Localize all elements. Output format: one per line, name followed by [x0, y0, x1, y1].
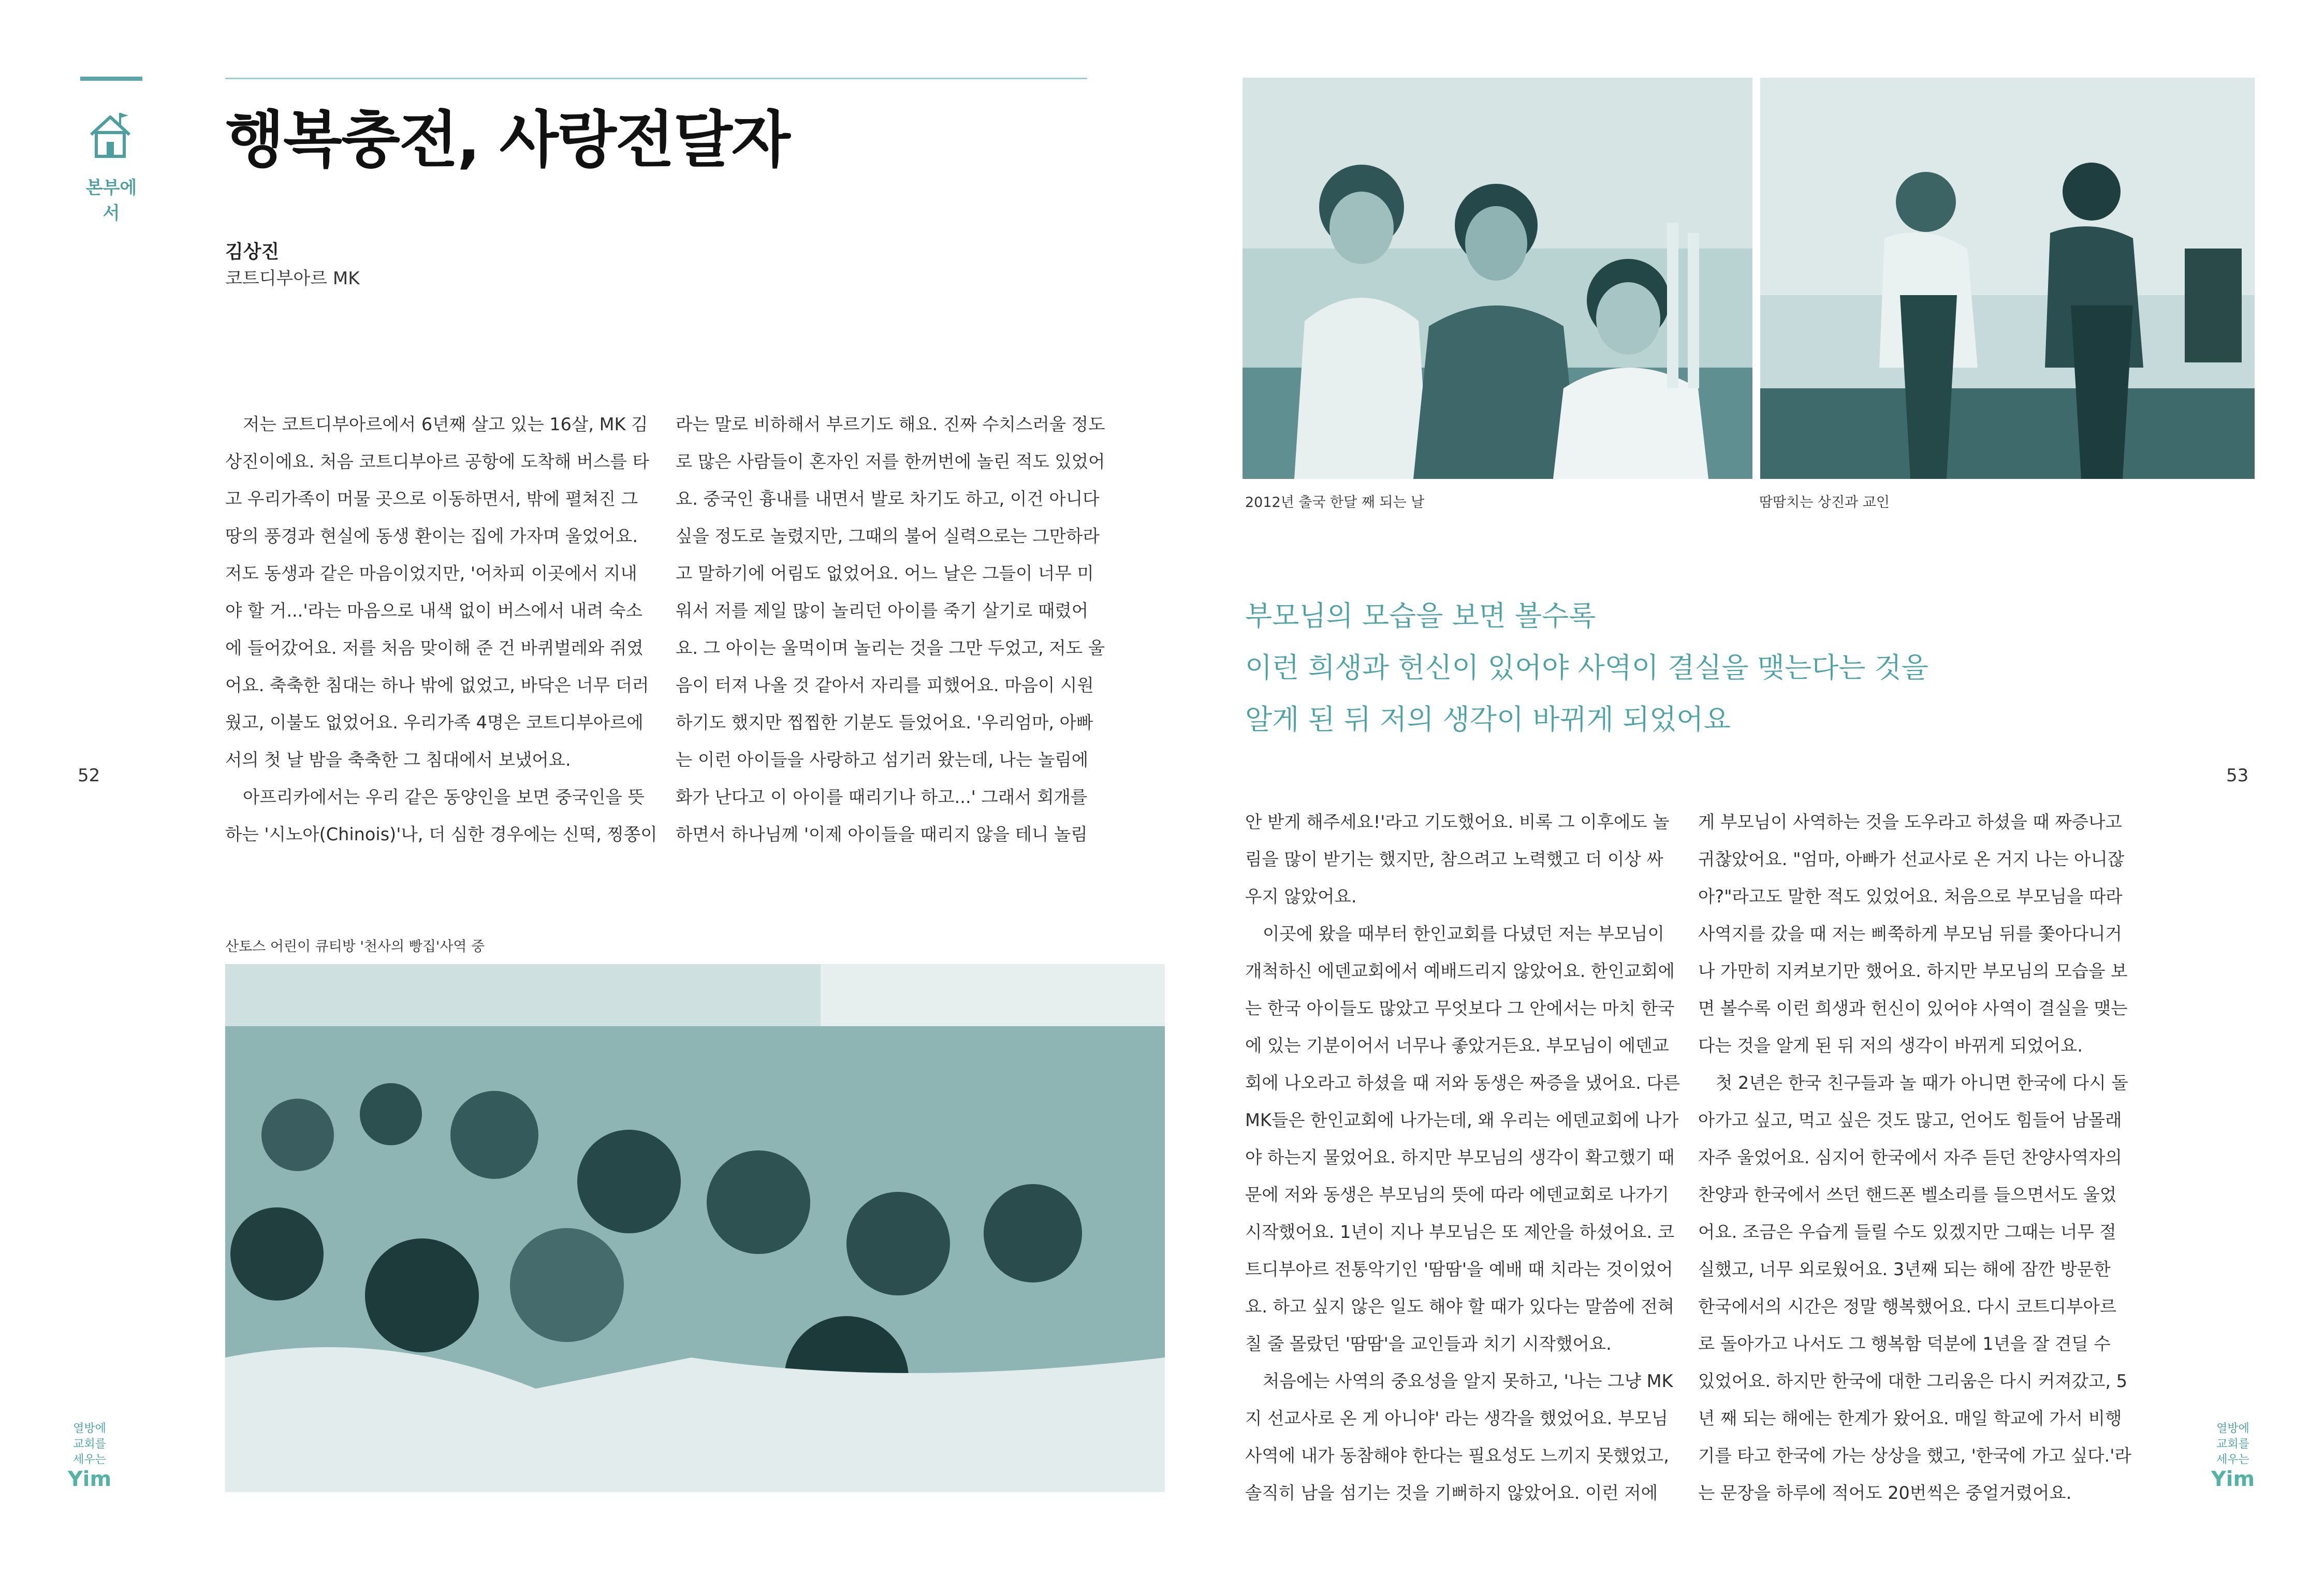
photo-children-group: [225, 964, 1165, 1492]
text-line: 사역에 내가 동참해야 한다는 필요성도 느끼지 못했었고,: [1245, 1446, 1669, 1466]
text-line: 지 선교사로 온 게 아니야' 라는 생각을 했었어요. 부모님: [1245, 1408, 1668, 1428]
page-number-right: 53: [2226, 765, 2249, 786]
text-line: 사역지를 갔을 때 저는 삐쭉하게 부모님 뒤를 쫓아다니거: [1698, 924, 2122, 944]
text-line: 로 많은 사람들이 혼자인 저를 한꺼번에 놀린 적도 있었어: [676, 451, 1105, 472]
text-line: 저는 코트디부아르에서 6년째 살고 있는 16살, MK 김: [243, 414, 648, 434]
text-line: 에 들어갔어요. 저를 처음 맞이해 준 건 바퀴벌레와 쥐였: [225, 638, 644, 658]
text-line: 시작했어요. 1년이 지나 부모님은 또 제안을 하셨어요. 코: [1245, 1222, 1675, 1242]
text-line: 아프리카에서는 우리 같은 동양인을 보면 중국인을 뜻: [243, 787, 645, 807]
text-line: 나 가만히 지켜보기만 했어요. 하지만 부모님의 모습을 보: [1698, 961, 2128, 981]
footer-logo-line: 교회를: [2216, 1438, 2249, 1451]
footer-logo-line: 세우는: [2216, 1453, 2249, 1466]
footer-logo-line: 열방에: [2216, 1422, 2249, 1435]
text-line: 상진이에요. 처음 코트디부아르 공항에 도착해 버스를 타: [225, 451, 649, 472]
header-accent-bar: [80, 77, 142, 81]
text-line: 요. 하고 싶지 않은 일도 해야 할 때가 있다는 말씀에 전혀: [1245, 1296, 1675, 1317]
footer-logo-right: [2204, 1421, 2261, 1491]
photo-caption: 2012년 출국 한달 째 되는 날: [1245, 494, 1425, 510]
pull-quote-line: 알게 된 뒤 저의 생각이 바뀌게 되었어요: [1245, 703, 1731, 736]
text-line: 처음에는 사역의 중요성을 알지 못하고, '나는 그냥 MK: [1263, 1371, 1673, 1391]
author-role: 코트디부아르 MK: [225, 268, 360, 289]
text-line: 야 하는지 물었어요. 하지만 부모님의 생각이 확고했기 때: [1245, 1147, 1675, 1168]
text-line: 웠고, 이불도 없었어요. 우리가족 4명은 코트디부아르에: [225, 712, 644, 733]
footer-logo-left: [61, 1421, 118, 1491]
body-column-3: [1245, 804, 1680, 1512]
text-line: 하기도 했지만 찝찝한 기분도 들었어요. '우리엄마, 아빠: [676, 712, 1093, 733]
footer-logo-mark: Yim: [2211, 1467, 2255, 1491]
text-line: 아?"라고도 말한 적도 있었어요. 처음으로 부모님을 따라: [1698, 886, 2123, 907]
footer-logo-line: 교회를: [73, 1438, 106, 1451]
text-line: 자주 울었어요. 심지어 한국에서 자주 듣던 찬양사역자의: [1698, 1147, 2122, 1168]
footer-logo-line: 열방에: [73, 1422, 106, 1435]
pull-quote-line: 부모님의 모습을 보면 볼수록: [1245, 600, 1596, 632]
text-line: 찬양과 한국에서 쓰던 핸드폰 벨소리를 들으면서도 울었: [1698, 1185, 2117, 1205]
text-line: 문에 저와 동생은 부모님의 뜻에 따라 에덴교회로 나가기: [1245, 1185, 1669, 1205]
text-line: 는 이런 아이들을 사랑하고 섬기러 왔는데, 나는 놀림에: [676, 750, 1089, 770]
text-line: 어요. 축축한 침대는 하나 밖에 없었고, 바닥은 너무 더러: [225, 675, 649, 695]
text-line: 림을 많이 받기는 했지만, 참으려고 노력했고 더 이상 싸: [1245, 849, 1663, 869]
text-line: MK들은 한인교회에 나가는데, 왜 우리는 에덴교회에 나가: [1245, 1110, 1679, 1130]
author-name: 김상진: [225, 241, 280, 262]
footer-logo-line: 세우는: [73, 1453, 106, 1466]
text-line: 고 우리가족이 머물 곳으로 이동하면서, 밖에 펼쳐진 그: [225, 489, 638, 509]
text-line: 년 째 되는 해에는 한계가 왔어요. 매일 학교에 가서 비행: [1698, 1408, 2122, 1428]
text-line: 우지 않았어요.: [1245, 886, 1357, 907]
text-line: 는 한국 아이들도 많았고 무엇보다 그 안에서는 마치 한국: [1245, 998, 1675, 1018]
text-line: 땅의 풍경과 현실에 동생 환이는 집에 가자며 울었어요.: [225, 526, 638, 546]
text-line: 하는 '시노아(Chinois)'나, 더 심한 경우에는 신떡, 찡쫑이: [225, 824, 657, 844]
text-line: 는 문장을 하루에 적어도 20번씩은 중얼거렸어요.: [1698, 1483, 2072, 1503]
body-column-1: [225, 406, 657, 853]
text-line: 고 말하기에 어림도 없었어요. 어느 날은 그들이 너무 미: [676, 563, 1094, 584]
pull-quote-line: 이런 희생과 헌신이 있어야 사역이 결실을 맺는다는 것을: [1245, 651, 1928, 684]
text-line: 에 있는 기분이어서 너무나 좋았거든요. 부모님이 에덴교: [1245, 1035, 1669, 1056]
text-line: 솔직히 남을 섬기는 것을 기뻐하지 않았어요. 이런 저에: [1245, 1483, 1658, 1503]
photo-caption: 산토스 어린이 큐티방 '천사의 빵집'사역 중: [225, 939, 485, 955]
text-line: 첫 2년은 한국 친구들과 놀 때가 아니면 한국에 다시 돌: [1716, 1073, 2128, 1093]
pull-quote: [1245, 590, 1928, 746]
page-number-left: 52: [78, 765, 100, 786]
page-title: 행복충전, 사랑전달자: [225, 104, 790, 176]
text-line: 화가 난다고 이 아이를 때리기나 하고...' 그래서 회개를: [676, 787, 1088, 807]
text-line: 다는 것을 알게 된 뒤 저의 생각이 바뀌게 되었어요.: [1698, 1035, 2083, 1056]
section-label: 본부에서: [85, 178, 137, 224]
text-line: 개척하신 에덴교회에서 예배드리지 않았어요. 한인교회에: [1245, 961, 1675, 981]
text-line: 음이 터져 나올 것 같아서 자리를 피했어요. 마음이 시원: [676, 675, 1094, 695]
body-column-4: [1698, 804, 2131, 1512]
text-line: 귀찮았어요. "엄마, 아빠가 선교사로 온 거지 나는 아니잖: [1698, 849, 2125, 869]
text-line: 요. 그 아이는 울먹이며 놀리는 것을 그만 두었고, 저도 울: [676, 638, 1105, 658]
text-line: 칠 줄 몰랐던 '땀땀'을 교인들과 치기 시작했어요.: [1245, 1334, 1612, 1354]
body-column-2: [676, 406, 1105, 853]
footer-logo-mark: Yim: [67, 1467, 112, 1491]
text-line: 회에 나오라고 하셨을 때 저와 동생은 짜증을 냈어요. 다른: [1245, 1073, 1680, 1093]
text-line: 어요. 조금은 우습게 들릴 수도 있겠지만 그때는 너무 절: [1698, 1222, 2116, 1242]
text-line: 게 부모님이 사역하는 것을 도우라고 하셨을 때 짜증나고: [1698, 812, 2122, 832]
title-rule: [225, 78, 1087, 79]
text-line: 야 할 거...'라는 마음으로 내색 없이 버스에서 내려 숙소: [225, 601, 642, 621]
text-line: 트디부아르 전통악기인 '땀땀'을 예배 때 치라는 것이었어: [1245, 1259, 1673, 1279]
text-line: 라는 말로 비하해서 부르기도 해요. 진짜 수치스러울 정도: [676, 414, 1105, 434]
text-line: 안 받게 해주세요!'라고 기도했어요. 비록 그 이후에도 놀: [1245, 812, 1670, 832]
text-line: 면 볼수록 이런 희생과 헌신이 있어야 사역이 결실을 맺는: [1698, 998, 2128, 1018]
text-line: 기를 타고 한국에 가는 상상을 했고, '한국에 가고 싶다.'라: [1698, 1446, 2131, 1466]
text-line: 아가고 싶고, 먹고 싶은 것도 많고, 언어도 힘들어 남몰래: [1698, 1110, 2122, 1130]
text-line: 서의 첫 날 밤을 축축한 그 침대에서 보냈어요.: [225, 750, 571, 770]
photo-family: [1243, 78, 1752, 479]
text-line: 한국에서의 시간은 정말 행복했어요. 다시 코트디부아르: [1698, 1296, 2117, 1317]
text-line: 저도 동생과 같은 마음이었지만, '어차피 이곳에서 지내: [225, 563, 637, 584]
text-line: 로 돌아가고 나서도 그 행복함 덕분에 1년을 잘 견딜 수: [1698, 1334, 2111, 1354]
text-line: 하면서 하나님께 '이제 아이들을 때리지 않을 테니 놀림: [676, 824, 1088, 844]
photo-drumming: [1760, 78, 2255, 479]
text-line: 있었어요. 하지만 한국에 대한 그리움은 다시 커져갔고, 5: [1698, 1371, 2128, 1391]
text-line: 실했고, 너무 외로웠어요. 3년째 되는 해에 잠깐 방문한: [1698, 1259, 2111, 1279]
text-line: 워서 저를 제일 많이 놀리던 아이를 죽기 살기로 때렸어: [676, 601, 1089, 621]
text-line: 요. 중국인 흉내를 내면서 발로 차기도 하고, 이건 아니다: [676, 489, 1100, 509]
text-line: 이곳에 왔을 때부터 한인교회를 다녔던 저는 부모님이: [1263, 924, 1664, 944]
photo-caption: 땀땀치는 상진과 교인: [1759, 494, 1890, 510]
text-line: 싶을 정도로 놀렸지만, 그때의 불어 실력으로는 그만하라: [676, 526, 1100, 546]
home-icon: [87, 110, 134, 162]
